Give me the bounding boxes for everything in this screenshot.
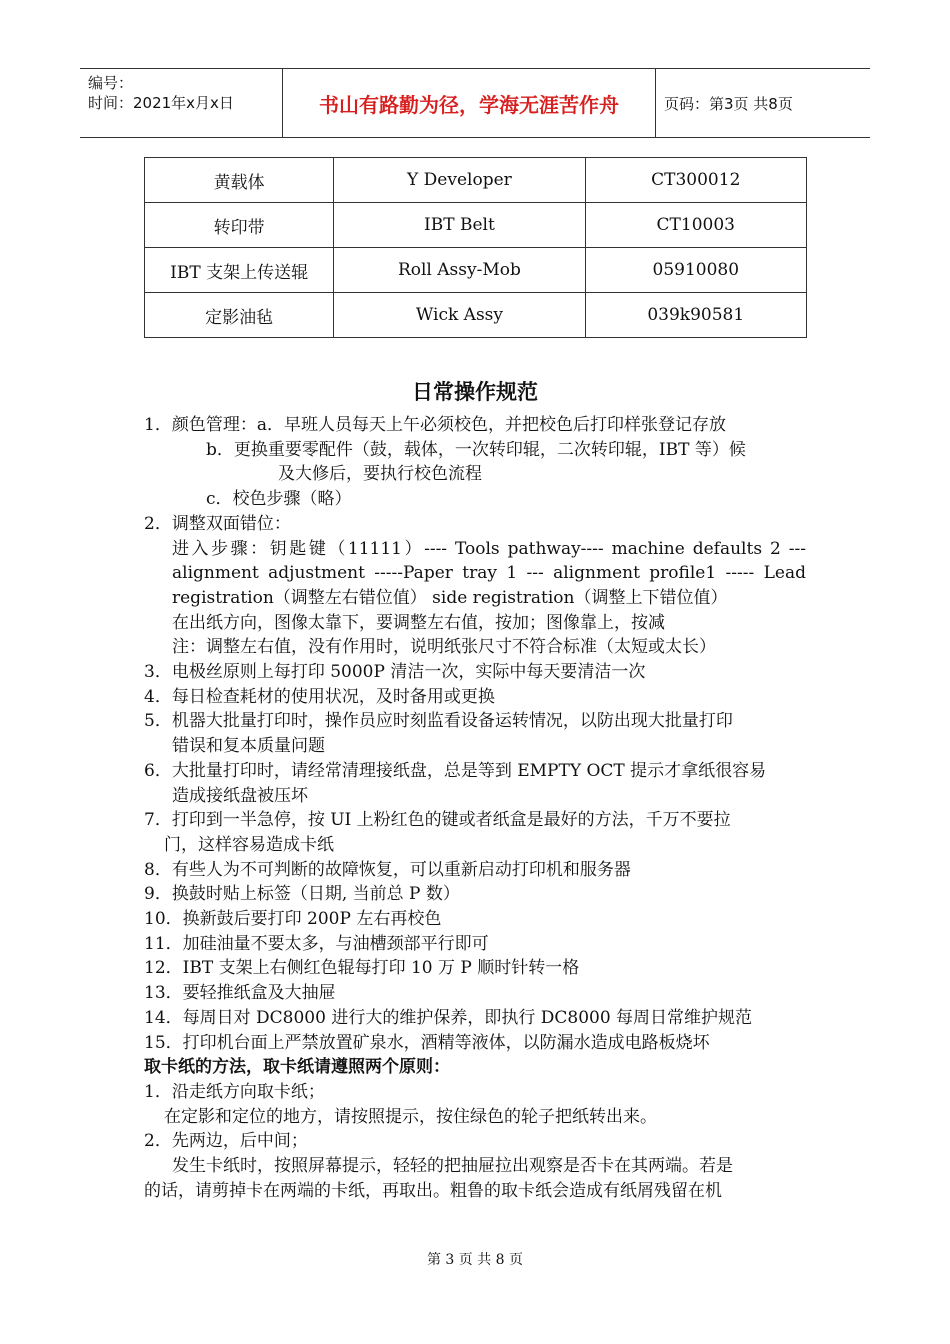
text-line: 9．换鼓时贴上标签（日期, 当前总 P 数） (144, 884, 460, 905)
text-line: 造成接纸盘被压坏 (172, 785, 308, 806)
parts-table (144, 157, 807, 338)
table-cell: IBT 支架上传送辊 (145, 248, 334, 293)
text-line: 发生卡纸时，按照屏幕提示，轻轻的把抽屉拉出观察是否卡在其两端。若是 (172, 1156, 733, 1177)
table-cell: CT10003 (585, 203, 806, 248)
table-cell: Roll Assy-Mob (334, 248, 585, 293)
text-line: 错误和复本质量问题 (172, 736, 325, 757)
page-header (80, 68, 870, 138)
text-line: 2．调整双面错位： (144, 513, 291, 534)
number-label: 编号： (88, 74, 134, 92)
table-cell: 转印带 (145, 203, 334, 248)
text-line: 15．打印机台面上严禁放置矿泉水，酒精等液体，以防漏水造成电路板烧坏 (144, 1032, 710, 1053)
date-label: 时间：2021年x月x日 (88, 94, 234, 112)
table-cell: 定影油毡 (145, 293, 334, 338)
text-line: 13．要轻推纸盒及大抽屉 (144, 983, 336, 1004)
text-line: 10．换新鼓后要打印 200P 左右再校色 (144, 909, 442, 930)
text-line: 4．每日检查耗材的使用状况，及时备用或更换 (144, 686, 495, 707)
subheading: 取卡纸的方法，取卡纸请遵照两个原则： (144, 1057, 450, 1078)
text-line: 1．沿走纸方向取卡纸； (144, 1081, 325, 1102)
text-line: 1．颜色管理：a．早班人员每天上午必须校色，并把校色后打印样张登记存放 (144, 415, 726, 435)
table-cell: CT300012 (585, 158, 806, 203)
text-line: 12．IBT 支架上右侧红色辊每打印 10 万 P 顺时针转一格 (144, 958, 580, 979)
text-line: 在出纸方向，图像太靠下，要调整左右值，按加；图像靠上，按减 (172, 612, 665, 633)
text-line: 5．机器大批量打印时，操作员应时刻监看设备运转情况，以防出现大批量打印 (144, 711, 733, 732)
text-line: 及大修后，要执行校色流程 (278, 464, 482, 485)
text-line: 7．打印到一半急停，按 UI 上粉红色的键或者纸盒是最好的方法，千万不要拉 (144, 810, 731, 831)
text-line: 的话，请剪掉卡在两端的卡纸，再取出。粗鲁的取卡纸会造成有纸屑残留在机 (144, 1180, 722, 1201)
table-cell: 05910080 (585, 248, 806, 293)
table-cell: Wick Assy (334, 293, 585, 338)
section-title: 日常操作规范 (412, 380, 538, 404)
table-cell: 黄载体 (145, 158, 334, 203)
text-line: b．更换重要零配件（鼓，载体，一次转印辊，二次转印辊，IBT 等）候 (206, 439, 746, 460)
text-line: 8．有些人为不可判断的故障恢复，可以重新启动打印机和服务器 (144, 859, 631, 880)
header-motto: 书山有路勤为径，学海无涯苦作舟 (282, 69, 656, 137)
table-row (145, 293, 807, 338)
table-cell: Y Developer (334, 158, 585, 203)
table-cell: IBT Belt (334, 203, 585, 248)
text-line: alignment adjustment -----Paper tray 1 --- alignment profile1 ----- Lead (172, 563, 806, 584)
text-line: 进入步骤：钥匙键（11111）---- Tools pathway---- machine defaults 2 --- (172, 538, 806, 559)
text-line: 门，这样容易造成卡纸 (164, 834, 334, 855)
text-line: 2．先两边，后中间； (144, 1131, 308, 1152)
table-row (145, 158, 807, 203)
document-body (144, 413, 806, 1204)
header-meta (80, 69, 282, 137)
text-line: c．校色步骤（略） (206, 489, 352, 510)
text-line: 14．每周日对 DC8000 进行大的维护保养，即执行 DC8000 每周日常维护规范 (144, 1007, 753, 1028)
text-line: registration（调整左右错位值） side registration（调整上下错位值） (172, 587, 728, 608)
text-line: 注：调整左右值，没有作用时，说明纸张尺寸不符合标准（太短或太长） (172, 637, 716, 658)
text-line: 6．大批量打印时，请经常清理接纸盘，总是等到 EMPTY OCT 提示才拿纸很容易 (144, 760, 767, 781)
table-row (145, 248, 807, 293)
text-line: 在定影和定位的地方，请按照提示，按住绿色的轮子把纸转出来。 (164, 1106, 657, 1127)
page-number-label: 页码：第3页 共8页 (664, 94, 793, 113)
table-row (145, 203, 807, 248)
page-footer: 第 3 页 共 8 页 (426, 1252, 524, 1268)
text-line: 11．加硅油量不要太多，与油槽颈部平行即可 (144, 933, 489, 954)
text-line: 3．电极丝原则上每打印 5000P 清洁一次，实际中每天要清洁一次 (144, 662, 646, 683)
table-cell: 039k90581 (585, 293, 806, 338)
